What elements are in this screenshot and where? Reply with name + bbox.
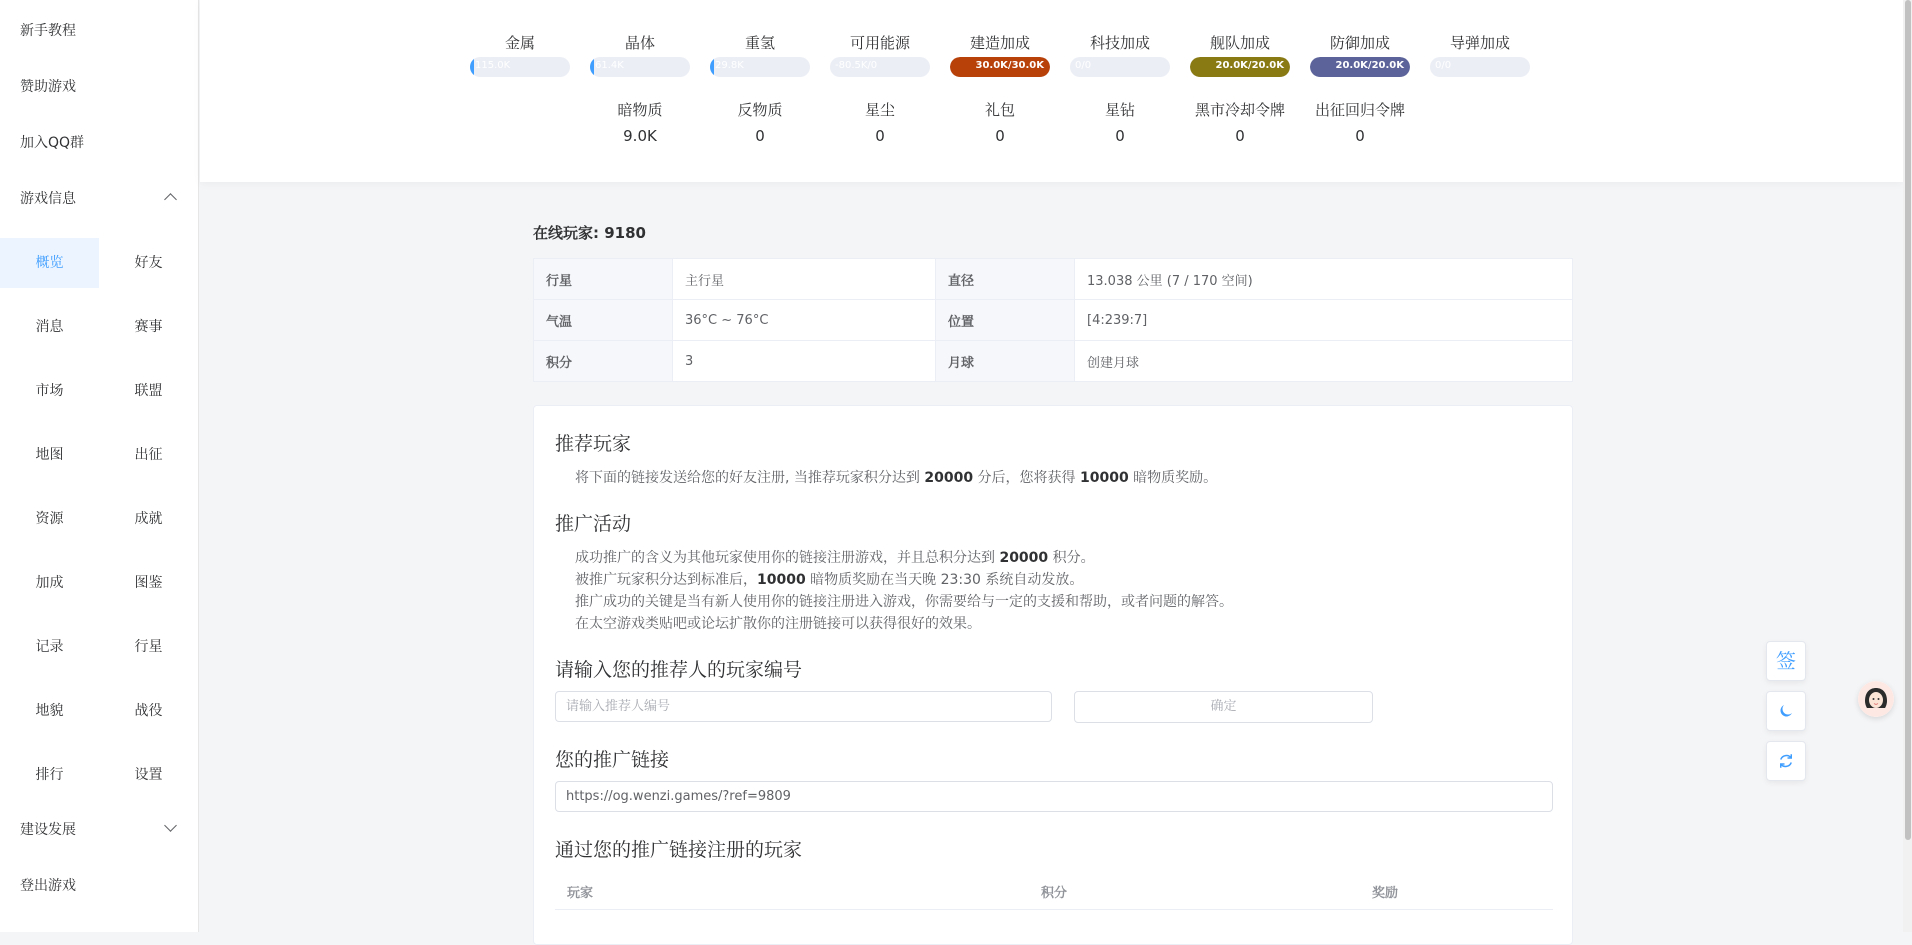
confirm-button[interactable]: 确定 [1074,691,1373,723]
online-players: 在线玩家: 9180 [533,224,646,242]
resource-label: 金属 [504,34,535,52]
value-position: [4:239:7] [1075,300,1573,341]
resource-label: 黑市冷却令牌 [1194,101,1285,119]
sidebar-item-6-1[interactable]: 行星 [134,639,163,655]
resource-progress-fill [470,57,474,77]
resource-value: 9.0K [623,127,657,145]
column-header-score: 积分 [1041,886,1068,901]
text: 被推广玩家积分达到标准后， [575,572,757,588]
highlight-number: 10000 [757,572,806,588]
resource-label: 星钻 [1104,101,1135,119]
value-temperature: 36°C ~ 76°C [673,300,936,341]
resource-progress-bar [1310,57,1410,77]
value-diameter: 13.038 公里 (7 / 170 空间) [1075,259,1573,300]
sidebar-item-8-0[interactable]: 排行 [35,767,64,783]
label-diameter: 直径 [936,259,1075,300]
dark-mode-button[interactable] [1766,691,1806,731]
text: 积分。 [1048,550,1095,566]
sidebar-item-1-0[interactable]: 消息 [35,319,64,335]
resource-progress-bar [1430,57,1530,77]
resource-progress-text: -80.5K/0 [835,60,878,71]
highlight-number: 20000 [999,550,1049,566]
highlight-number: 20000 [924,470,974,486]
sidebar-item-5-0[interactable]: 加成 [35,575,64,591]
text: 分后，您将获得 [973,470,1080,486]
resource-progress-bar [1070,57,1170,77]
sidebar-item-0-0[interactable]: 概览 [0,238,99,288]
referral-link-title: 您的推广链接 [555,749,670,771]
resource-label: 晶体 [624,34,655,52]
resource-progress-text: 20.0K/20.0K [1215,60,1284,71]
resource-progress-text: 20.0K/20.0K [1335,60,1404,71]
resource-progress-bar [590,57,690,77]
referral-link-field[interactable] [555,781,1553,812]
resource-progress-bar [710,57,810,77]
resource-value: 0 [1115,127,1125,145]
sidebar-item-4-0[interactable]: 资源 [35,511,64,527]
value-score: 3 [673,341,936,382]
resource-label: 舰队加成 [1209,34,1270,52]
label-position: 位置 [936,300,1075,341]
promotion-line-1 [575,547,1095,567]
promotion-line-3: 推广成功的关键是当有新人使用你的链接注册进入游戏，你需要给与一定的支援和帮助，或者问题的解答。 [575,594,1233,610]
sidebar-item-4-1[interactable]: 成就 [134,511,163,527]
resource-progress-fill [590,57,594,77]
resource-value: 0 [875,127,885,145]
resource-bar [200,0,1903,182]
promotion-line-4: 在太空游戏类贴吧或论坛扩散你的注册链接可以获得很好的效果。 [575,616,981,632]
resource-progress-bar [470,57,570,77]
sidebar-item-2-0[interactable]: 市场 [35,383,64,399]
text: 成功推广的含义为其他玩家使用你的链接注册游戏，并且总积分达到 [575,550,1000,566]
sidebar-item-5-1[interactable]: 图鉴 [134,575,163,591]
table-row [534,341,1573,382]
resource-value: 0 [1355,127,1365,145]
text: 将下面的链接发送给您的好友注册, 当推荐玩家积分达到 [575,470,925,486]
sidebar-item-8-1[interactable]: 设置 [134,767,163,783]
resource-progress-bar [1190,57,1290,77]
sidebar-item-7-1[interactable]: 战役 [134,703,163,719]
sidebar-item-2-1[interactable]: 联盟 [134,383,163,399]
label-moon: 月球 [936,341,1075,382]
text: 暗物质奖励。 [1128,470,1218,486]
scrollbar-thumb[interactable] [1905,0,1911,840]
sidebar-item-7-0[interactable]: 地貌 [35,703,64,719]
resource-label: 礼包 [984,101,1015,119]
resource-progress-bar [830,57,930,77]
sidebar-item-0-1[interactable]: 好友 [134,255,163,271]
table-header-divider [555,909,1553,910]
referred-players-title: 通过您的推广链接注册的玩家 [555,839,803,861]
resource-label: 星尘 [864,101,895,119]
column-header-reward: 奖励 [1372,886,1399,901]
referrer-id-input[interactable] [555,691,1052,722]
sidebar-item-qq-group[interactable]: 加入QQ群 [20,135,85,151]
sidebar-item-1-1[interactable]: 赛事 [134,319,163,335]
resource-progress-text: 30.0K/30.0K [975,60,1044,71]
resource-value: 0 [995,127,1005,145]
chevron-down-icon[interactable] [164,819,177,832]
chevron-up-icon[interactable] [164,193,177,206]
resource-label: 出征回归令牌 [1314,101,1405,119]
resource-label: 可用能源 [849,34,910,52]
resource-label: 建造加成 [969,34,1030,52]
resource-progress-text: 29.8K [715,60,744,71]
sidebar-item-tutorial[interactable]: 新手教程 [20,23,76,39]
resource-label: 反物质 [737,101,783,119]
avatar-icon [1858,681,1894,717]
sidebar [0,0,199,932]
label-temperature: 气温 [534,300,673,341]
referral-title: 推荐玩家 [555,433,632,455]
refresh-icon [1777,752,1795,770]
sidebar-item-3-1[interactable]: 出征 [134,447,163,463]
refresh-button[interactable] [1766,741,1806,781]
create-moon-link[interactable]: 创建月球 [1075,341,1573,382]
resource-label: 导弹加成 [1449,34,1510,52]
resource-label: 暗物质 [617,101,663,119]
referral-card [533,405,1573,945]
sidebar-item-sponsor[interactable]: 赞助游戏 [20,79,76,95]
sidebar-item-build[interactable]: 建设发展 [20,822,76,838]
resource-label: 科技加成 [1089,34,1150,52]
referrer-input-title: 请输入您的推荐人的玩家编号 [555,659,803,681]
column-header-player: 玩家 [567,886,594,901]
resource-value: 0 [1235,127,1245,145]
label-score: 积分 [534,341,673,382]
value-planet: 主行星 [673,259,936,300]
page-scrollbar[interactable] [1903,0,1912,932]
label-planet: 行星 [534,259,673,300]
referral-description [575,467,1217,487]
highlight-number: 10000 [1079,470,1129,486]
resource-progress-bar [950,57,1050,77]
promotion-line-2 [575,569,1083,589]
customer-service-avatar[interactable] [1858,681,1894,717]
resource-progress-text: 0/0 [1075,60,1092,71]
sidebar-item-logout[interactable]: 登出游戏 [20,878,76,894]
resource-label: 重氢 [744,34,775,52]
promotion-title: 推广活动 [555,513,632,535]
resource-progress-text: 61.4K [595,60,624,71]
planet-info-table [533,258,1573,382]
sidebar-item-game-info[interactable]: 游戏信息 [20,191,76,207]
table-row [534,300,1573,341]
sidebar-item-6-0[interactable]: 记录 [35,639,64,655]
resource-value: 0 [755,127,765,145]
table-row [534,259,1573,300]
resource-progress-text: 115.0K [475,60,511,71]
sidebar-item-3-0[interactable]: 地图 [35,447,64,463]
sign-in-button[interactable]: 签 [1766,641,1806,681]
resource-label: 防御加成 [1329,34,1390,52]
moon-icon [1777,702,1795,720]
text: 暗物质奖励在当天晚 23:30 系统自动发放。 [805,572,1084,588]
resource-progress-text: 0/0 [1435,60,1452,71]
resource-progress-fill [710,57,714,77]
